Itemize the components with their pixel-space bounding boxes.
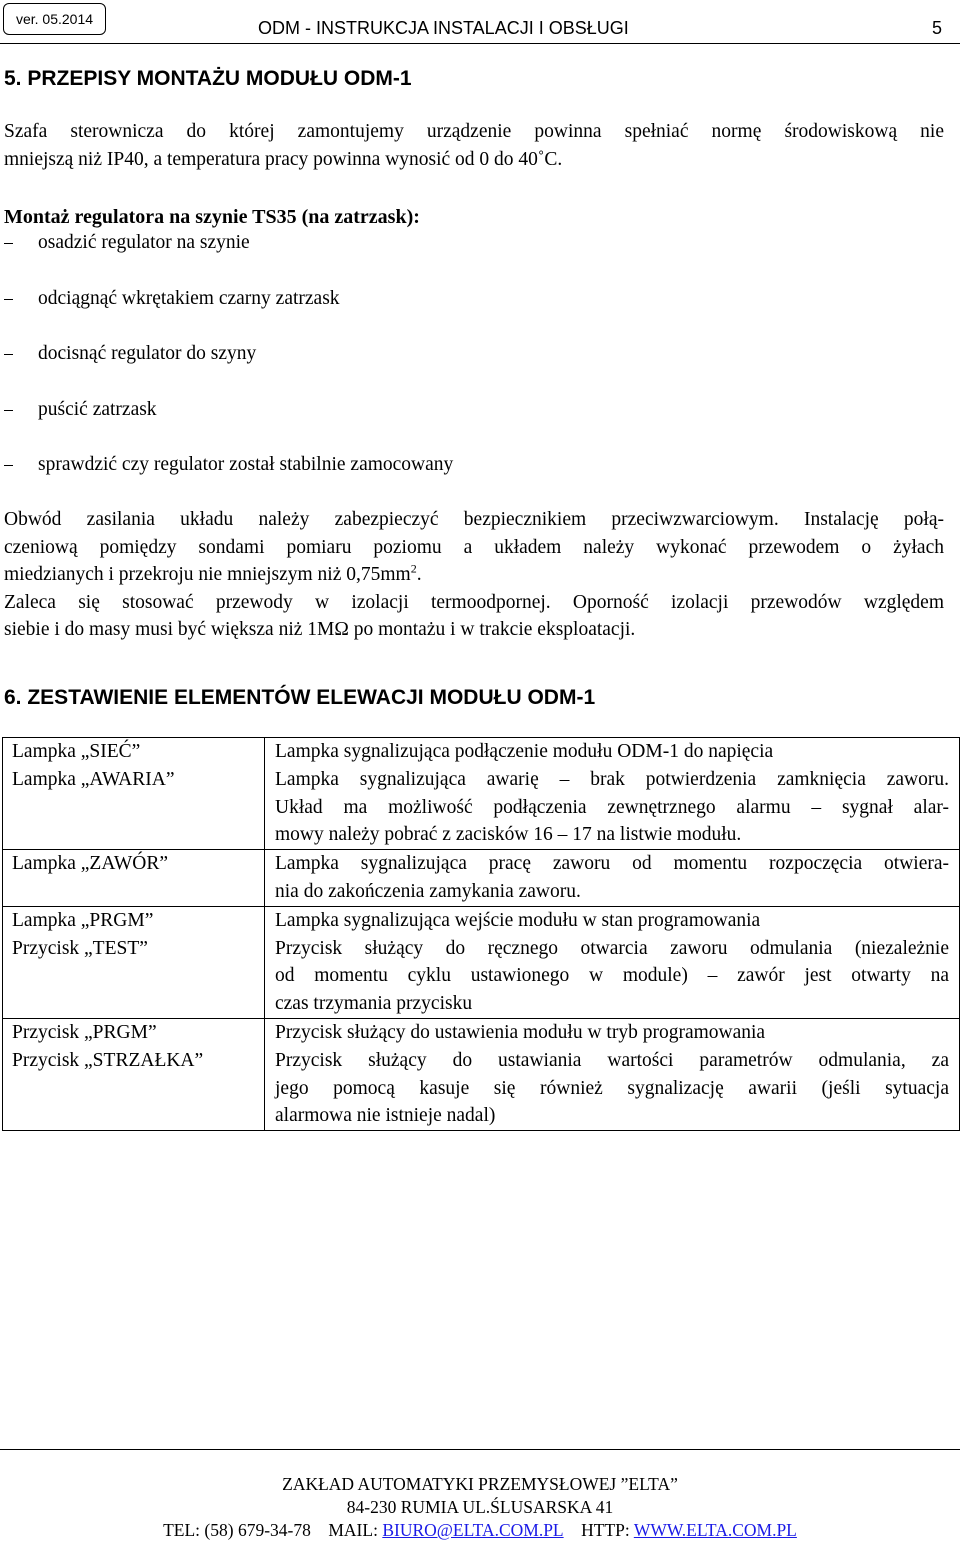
mounting-step xyxy=(4,285,944,313)
step-text: sprawdzić czy regulator został stabilnie zamocowany xyxy=(38,454,454,475)
mounting-heading: Montaż regulatora na szynie TS35 (na zatrzask): xyxy=(4,206,420,228)
element-name: Przycisk „TEST” xyxy=(12,937,148,959)
description-line: czas trzymania przycisku xyxy=(275,993,473,1015)
section-6-heading: 6. ZESTAWIENIE ELEMENTÓW ELEWACJI MODUŁU ODM-1 xyxy=(4,686,596,709)
version-badge: ver. 05.2014 xyxy=(3,3,106,35)
element-name: Lampka „SIEĆ” xyxy=(12,741,141,762)
dash-bullet xyxy=(4,354,13,355)
step-text: docisnąć regulator do szyny xyxy=(38,343,257,364)
description-line: alarmowa nie istnieje nadal) xyxy=(275,1105,496,1127)
description-line: Lampka sygnalizująca podłączenie modułu ODM-1 do napięcia xyxy=(275,741,774,762)
description-line: mowy należy pobrać z zacisków 16 – 17 na listwie modułu. xyxy=(275,824,742,846)
element-name: Lampka „ZAWÓR” xyxy=(12,853,168,875)
website-link[interactable]: WWW.ELTA.COM.PL xyxy=(633,1520,797,1540)
description-line: Lampka sygnalizująca awarię – brak potwierdzenia zamknięcia zaworu. xyxy=(275,768,949,790)
power-line: czeniową pomiędzy sondami pomiaru poziomu a układem należy wykonać przewodem o żyłach xyxy=(4,536,944,558)
element-name-cell xyxy=(3,850,265,907)
table-row xyxy=(3,738,960,850)
element-description-cell xyxy=(265,1018,960,1130)
element-description-cell xyxy=(265,906,960,1018)
footer-www-label: HTTP: xyxy=(581,1520,630,1540)
footer-divider xyxy=(0,1449,960,1450)
footer-company: ZAKŁAD AUTOMATYKI PRZEMYSŁOWEJ ”ELTA” xyxy=(282,1474,678,1494)
table-row xyxy=(3,1018,960,1130)
dash-bullet xyxy=(4,299,13,300)
footer-mail-label: MAIL: xyxy=(328,1520,378,1540)
intro-line: Szafa sterownicza do której zamontujemy urządzenie powinna spełniać normę środowiskową nie xyxy=(4,121,944,142)
element-name: Lampka „AWARIA” xyxy=(12,768,175,790)
element-description-cell xyxy=(265,738,960,850)
email-link[interactable]: BIURO@ELTA.COM.PL xyxy=(382,1520,564,1540)
step-text: osadzić regulator na szynie xyxy=(38,232,250,253)
header-title: ODM - INSTRUKCJA INSTALACJI I OBSŁUGI xyxy=(258,18,629,38)
element-name: Przycisk „PRGM” xyxy=(12,1021,157,1043)
cross-section-text: miedzianych i przekroju nie mniejszym niż 0,75mm xyxy=(4,564,411,585)
description-line: Przycisk służący do ustawiania wartości parametrów odmulania, za xyxy=(275,1049,949,1071)
dash-bullet xyxy=(4,465,13,466)
element-name-cell xyxy=(3,1018,265,1130)
element-name-cell xyxy=(3,738,265,850)
superscript-2: 2 xyxy=(410,561,417,576)
description-line: Przycisk służący do ręcznego otwarcia zaworu odmulania (niezależnie xyxy=(275,937,949,959)
section-5-heading: 5. PRZEPISY MONTAŻU MODUŁU ODM-1 xyxy=(4,67,412,90)
footer-contact xyxy=(0,1519,960,1541)
mounting-step xyxy=(4,451,944,479)
footer-address: 84-230 RUMIA UL.ŚLUSARSKA 41 xyxy=(346,1497,614,1517)
intro-line: mniejszą niż IP40, a temperatura pracy powinna wynosić od 0 do 40˚C. xyxy=(4,148,563,170)
mounting-step xyxy=(4,340,944,368)
element-description-cell xyxy=(265,850,960,907)
power-line: Zaleca się stosować przewody w izolacji termoodpornej. Oporność izolacji przewodów względem xyxy=(4,591,944,613)
power-line: siebie i do masy musi być większa niż 1MΩ po montażu i w trakcie eksploatacji. xyxy=(4,619,636,640)
description-line: jego pomocą kasuje się również sygnalizację awarii (jeśli sytuacja xyxy=(275,1077,949,1099)
footer-phone: TEL: (58) 679-34-78 xyxy=(163,1520,311,1540)
element-name: Przycisk „STRZAŁKA” xyxy=(12,1049,204,1071)
power-paragraph xyxy=(4,506,944,644)
mounting-step xyxy=(4,229,944,257)
header-divider xyxy=(0,43,960,44)
dash-bullet xyxy=(4,410,13,411)
element-name-cell xyxy=(3,906,265,1018)
description-line: nia do zakończenia zamykania zaworu. xyxy=(275,880,581,902)
step-text: odciągnąć wkrętakiem czarny zatrzask xyxy=(38,288,340,309)
power-line: Obwód zasilania układu należy zabezpieczyć bezpiecznikiem przeciwzwarciowym. Instalację połą- xyxy=(4,509,944,530)
description-line: Lampka sygnalizująca pracę zaworu od momentu rozpoczęcia otwiera- xyxy=(275,853,949,875)
description-line: Przycisk służący do ustawienia modułu w tryb programowania xyxy=(275,1021,766,1043)
table-row xyxy=(3,850,960,907)
step-text: puścić zatrzask xyxy=(38,399,157,420)
intro-paragraph xyxy=(4,118,944,173)
page-number: 5 xyxy=(932,18,943,38)
description-line: Lampka sygnalizująca wejście modułu w stan programowania xyxy=(275,909,761,931)
description-line: Układ ma możliwość podłączenia zewnętrznego alarmu – sygnał alar- xyxy=(275,796,949,818)
elements-table xyxy=(2,737,960,1131)
power-line xyxy=(4,561,944,589)
description-line: od momentu cyklu ustawionego w module) – zawór jest otwarty na xyxy=(275,965,949,987)
element-name: Lampka „PRGM” xyxy=(12,909,154,931)
table-row xyxy=(3,906,960,1018)
dash-bullet xyxy=(4,243,13,244)
mounting-step xyxy=(4,396,944,424)
sentence-end: . xyxy=(416,564,422,585)
